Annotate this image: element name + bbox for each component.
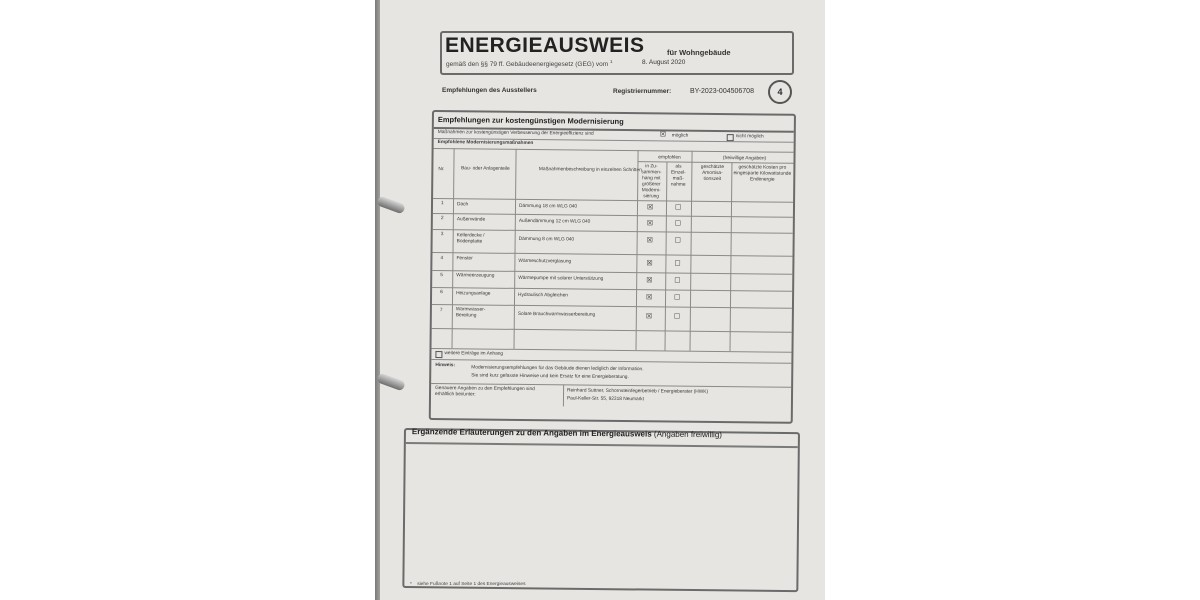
supplementary-notes-panel <box>402 428 800 592</box>
footnote <box>410 582 525 587</box>
row-part: Dach <box>456 202 469 208</box>
row-desc: Außendämmung 12 cm WLG 040 <box>518 218 591 225</box>
col-part-header: Bau- oder Anlagenteile <box>461 166 510 172</box>
further-entries-checkbox <box>435 351 442 358</box>
row-single-mark: ☐ <box>674 277 681 285</box>
grid-line <box>729 162 732 351</box>
row-in-context-mark: ☒ <box>646 277 653 285</box>
supplementary-heading <box>412 427 722 439</box>
contact-line-2: Paul-Keller-Str. 55, 92318 Neumarkt <box>566 396 645 403</box>
row-single-mark: ☐ <box>674 237 681 245</box>
row-nr: 1 <box>440 201 444 207</box>
note-line-2: Sie sind kurz gefasste Hinweise und kein Ersatz für eine Energieberatung. <box>471 373 629 381</box>
divider <box>434 148 794 153</box>
further-entries-label: weitere Einträge im Anhang <box>444 351 504 357</box>
row-desc: Dämmung 8 cm WLG 040 <box>518 236 575 243</box>
footnote-star: * <box>410 582 412 587</box>
note-label: Hinweis: <box>435 363 456 369</box>
row-part: Fenster <box>456 256 473 262</box>
col-desc-header: Maßnahmenbeschreibung in einzelnen Schritten <box>538 167 642 174</box>
grid-line <box>452 148 455 348</box>
legal-basis-text: gemäß den §§ 79 ff. Gebäudeenergiegesetz (GEG) vom <box>446 61 609 69</box>
row-part: Heizungsanlage <box>456 291 491 297</box>
background-right <box>825 0 1200 600</box>
row-in-context-mark: ☒ <box>646 220 654 228</box>
row-single-mark: ☐ <box>674 204 682 212</box>
recommendations-heading: Empfehlungen zur kostengünstigen Modernisierung <box>437 115 624 127</box>
note-line-1: Modernisierungsempfehlungen für das Gebäude dienen lediglich der Information. <box>471 365 644 373</box>
row-nr: 2 <box>440 216 444 222</box>
option-possible-label: möglich <box>671 133 689 139</box>
checkbox-possible-checked: ☒ <box>659 131 667 139</box>
divider <box>406 442 798 448</box>
col-optional-header: (freiwillige Angaben) <box>722 156 767 162</box>
background-left <box>0 0 375 600</box>
possible-question: Maßnahmen zur kostengünstigen Verbesserung der Energieeffizienz sind <box>437 130 594 137</box>
row-nr: 7 <box>439 308 443 314</box>
divider <box>431 359 791 364</box>
row-in-context-mark: ☒ <box>646 204 654 212</box>
row-in-context-mark: ☒ <box>645 313 653 321</box>
legal-basis <box>446 59 612 68</box>
row-nr: 6 <box>440 290 443 296</box>
row-part: Kellerdecke / Bodenplatte <box>456 233 485 245</box>
row-part: Außenwände <box>456 217 486 223</box>
grid-line <box>689 151 692 351</box>
legal-footnote-mark: 1 <box>609 59 613 64</box>
row-nr: 5 <box>440 273 443 279</box>
row-desc: Dämmung 18 cm WLG 040 <box>518 203 578 210</box>
page-number-badge: 4 <box>768 80 792 104</box>
row-desc: Hydraulisch Abgleichen <box>518 292 568 299</box>
contact-line-1: Reinhard Suttner, Schornsteinfegerbetrieb / Energieberater (HWK) <box>567 388 709 395</box>
contact-label: Genauere Angaben zu den Empfehlungen sind erhältlich bei/unter: <box>434 386 535 398</box>
recommended-measures-label: Empfohlene Modernisierungsmaßnahmen <box>437 140 534 147</box>
row-nr: 4 <box>440 256 444 262</box>
row-single-mark: ☐ <box>673 313 681 321</box>
row-desc: Solare Brauchwarmwasserbereitung <box>517 311 596 318</box>
section-label: Empfehlungen des Ausstellers <box>442 87 537 94</box>
law-date: 8. August 2020 <box>642 59 686 66</box>
row-desc: Wärmeschutzverglasung <box>518 258 572 265</box>
col-in-context-header: in Zu- sammen- hang mit größerer Moderni- sierung <box>641 164 662 200</box>
row-in-context-mark: ☒ <box>646 237 653 245</box>
grid-line <box>635 150 638 350</box>
grid-line <box>514 149 517 349</box>
col-cost-header: geschätzte Kosten pro eingesparte Kilowattstunde Endenergie <box>733 165 792 183</box>
row-part: Wärmeerzeugung <box>456 273 495 279</box>
col-payback-header: geschätzte Amortisa- tionszeit <box>700 164 725 183</box>
footnote-text: siehe Fußnote 1 auf Seite 1 des Energieausweises <box>417 582 526 587</box>
row-in-context-mark: ☒ <box>646 294 653 302</box>
row-single-mark: ☐ <box>674 220 682 228</box>
row-in-context-mark: ☒ <box>646 260 653 268</box>
option-not-possible-label: nicht möglich <box>735 134 764 140</box>
document-photo <box>375 0 825 600</box>
supplementary-heading-optional: (Angaben freiwillig) <box>653 429 723 440</box>
grid-line <box>432 328 792 333</box>
row-desc: Wärmepumpe mit solarer Unterstützung <box>518 275 604 282</box>
document-subtitle: für Wohngebäude <box>667 48 731 57</box>
row-nr: 3 <box>440 232 444 238</box>
row-part: Warmwasser- Bereitung <box>455 307 486 319</box>
grid-line <box>637 161 793 164</box>
document-title: ENERGIEAUSWEIS <box>445 34 645 57</box>
divider <box>563 384 564 406</box>
registration-number: BY-2023-004506708 <box>690 88 754 95</box>
checkbox-not-possible <box>727 134 734 141</box>
row-single-mark: ☐ <box>674 260 681 268</box>
col-recommended-header: empfohlen <box>658 155 681 161</box>
registration-label: Registriernummer: <box>613 88 672 95</box>
recommendations-panel <box>429 110 796 424</box>
document-page <box>380 0 825 600</box>
col-single-header: als Einzel- maß- nahme <box>670 164 686 188</box>
supplementary-heading-bold: Ergänzende Erläuterungen zu den Angaben im Energieausweis <box>411 427 652 439</box>
row-single-mark: ☐ <box>674 294 681 302</box>
col-nr-header: Nr. <box>438 167 445 173</box>
